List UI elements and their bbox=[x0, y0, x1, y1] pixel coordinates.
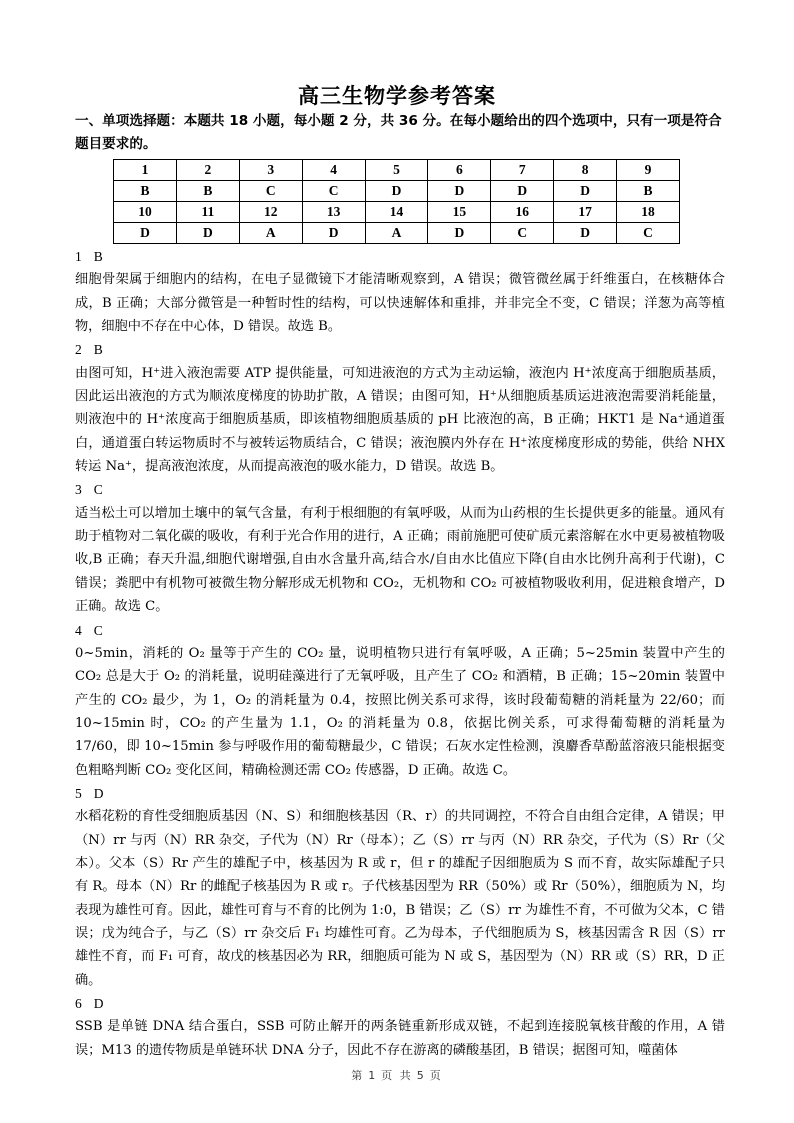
page-number: 1 bbox=[368, 1069, 378, 1082]
answer-cell: A bbox=[365, 223, 428, 244]
question-answer: C bbox=[93, 482, 103, 498]
explanation-text: 水稻花粉的育性受细胞质基因（N、S）和细胞核基因（R、r）的共同调控，不符合自由组合定律，A 错误；甲（N）rr 与丙（N）RR 杂交，子代为（N）Rr（母本）；乙（S）rr 与丙（N）RR 杂交，子代为（S）Rr（父本）。父本（S）Rr 产生的雄配子中，核基因为 R 或 r，但 r 的雄配子因细胞质为 S 而不育，故实际雄配子只有 R。母本（N）Rr 的雌配子核基因为 R 或 r。子代核基因型为 RR（50%）或 Rr（50%），细胞质为 N，均表现为雄性可育。因此，雄性可育与不育的比例为 1:0，B 错误；乙（S）rr 为雄性不育，不可做为父本，C 错误；戊为纯合子，与乙（S）rr 杂交后 F₁ 均雄性可育。乙为母本，子代细胞质为 S，核基因需含 R 因（S）rr 雄性不育，而 F₁ 可育，故戊的核基因必为 RR，细胞质可能为 N 或 S，基因型为（N）RR 或（S）RR，D 正确。 bbox=[75, 809, 725, 988]
question-answer: D bbox=[93, 996, 104, 1011]
question-header bbox=[75, 245, 725, 268]
answer-cell: D bbox=[428, 223, 491, 244]
question-header bbox=[75, 478, 725, 501]
question-number: 6 bbox=[75, 996, 82, 1011]
question-answer: B bbox=[93, 249, 103, 264]
question-number-cell: 18 bbox=[617, 202, 680, 223]
document-title: 高三生物学参考答案 bbox=[298, 84, 496, 108]
question-number-cell: 13 bbox=[302, 202, 365, 223]
explanation-text: SSB 是单链 DNA 结合蛋白，SSB 可防止解开的两条链重新形成双链，不起到连接脱氧核苷酸的作用，A 错误；M13 的遗传物质是单链环状 DNA 分子，因此不存在游离的磷酸基团，B 错误；据图可知，噬菌体 bbox=[75, 1019, 725, 1058]
question-header bbox=[75, 992, 725, 1015]
footer-suffix: 页 bbox=[429, 1069, 443, 1082]
explanation-text: 适当松土可以增加土壤中的氧气含量，有利于根细胞的有氧呼吸，从而为山药根的生长提供更多的能量。通风有助于植物对二氧化碳的吸收，有利于光合作用的进行，A 正确；雨前施肥可使矿质元素溶解在水中更易被植物吸收,B 正确；春天升温,细胞代谢增强,自由水含量升高,结合水/自由水比值应下降(自由水比例升高利于代谢)，C 错误；粪肥中有机物可被微生物分解形成无机物和 CO₂，无机物和 CO₂ 可被植物吸收利用，促进粮食增产，D 正确。故选 C。 bbox=[75, 505, 725, 615]
question-number-cell: 8 bbox=[554, 160, 617, 181]
question-number-row bbox=[114, 160, 680, 181]
question-number: 1 bbox=[75, 249, 82, 264]
question-number: 3 bbox=[75, 482, 82, 498]
answer-cell: D bbox=[554, 181, 617, 202]
question-header bbox=[75, 782, 725, 805]
question-header bbox=[75, 619, 725, 642]
answer-cell: C bbox=[617, 223, 680, 244]
question-number-cell: 3 bbox=[239, 160, 302, 181]
question-number-cell: 16 bbox=[491, 202, 554, 223]
question-number-cell: 17 bbox=[554, 202, 617, 223]
explanation-3 bbox=[75, 478, 725, 618]
footer-mid: 页 共 bbox=[381, 1069, 413, 1082]
footer-prefix: 第 bbox=[351, 1069, 365, 1082]
answer-cell: C bbox=[302, 181, 365, 202]
explanation-4 bbox=[75, 619, 725, 782]
explanation-2 bbox=[75, 338, 725, 478]
answer-row bbox=[114, 181, 680, 202]
question-number-cell: 11 bbox=[176, 202, 239, 223]
question-number-cell: 9 bbox=[617, 160, 680, 181]
question-answer: C bbox=[93, 622, 103, 638]
question-number-row bbox=[114, 202, 680, 223]
explanation-text: 由图可知，H⁺进入液泡需要 ATP 提供能量，可知进液泡的方式为主动运输，液泡内 H⁺浓度高于细胞质基质，因此运出液泡的方式为顺浓度梯度的协助扩散，A 错误；由图可知，H⁺从细胞质基质运进液泡需要消耗能量，则液泡中的 H⁺浓度高于细胞质基质，即该植物细胞质基质的 pH 比液泡的高，B 正确；HKT1 是 Na⁺通道蛋白，通道蛋白转运物质时不与被转运物质结合，C 错误；液泡膜内外存在 H⁺浓度梯度形成的势能，供给 NHX 转运 Na⁺，提高液泡浓度，从而提高液泡的吸水能力，D 错误。故选 B。 bbox=[75, 365, 725, 475]
question-number-cell: 1 bbox=[114, 160, 177, 181]
answer-cell: D bbox=[114, 223, 177, 244]
answer-cell: D bbox=[365, 181, 428, 202]
question-number-cell: 6 bbox=[428, 160, 491, 181]
question-answer: D bbox=[93, 785, 104, 801]
question-number-cell: 15 bbox=[428, 202, 491, 223]
answer-cell: D bbox=[428, 181, 491, 202]
answer-cell: C bbox=[491, 223, 554, 244]
question-number-cell: 12 bbox=[239, 202, 302, 223]
page-total: 5 bbox=[416, 1069, 426, 1082]
question-header bbox=[75, 338, 725, 361]
answer-cell: B bbox=[176, 181, 239, 202]
answer-cell: B bbox=[617, 181, 680, 202]
explanation-1 bbox=[75, 245, 725, 338]
answer-cell: D bbox=[302, 223, 365, 244]
answer-cell: D bbox=[491, 181, 554, 202]
explanation-6 bbox=[75, 992, 725, 1062]
question-number-cell: 14 bbox=[365, 202, 428, 223]
question-number-cell: 2 bbox=[176, 160, 239, 181]
explanation-text: 0~5min，消耗的 O₂ 量等于产生的 CO₂ 量，说明植物只进行有氧呼吸，A 正确；5~25min 装置中产生的 CO₂ 总是大于 O₂ 的消耗量，说明硅藻进行了无氧呼吸，且产生了 CO₂ 和酒精，B 正确；15~20min 装置中产生的 CO₂ 最少，为 1，O₂ 的消耗量为 0.4，按照比例关系可求得，该时段葡萄糖的消耗量为 22/60；而 10~15min 时，CO₂ 的产生量为 1.1，O₂ 的消耗量为 0.8，依据比例关系，可求得葡萄糖的消耗量为 17/60，即 10~15min 参与呼吸作用的葡萄糖最少，C 错误；石灰水定性检测，溴麝香草酚蓝溶液只能根据变色粗略判断 CO₂ 变化区间，精确检测还需 CO₂ 传感器，D 正确。故选 C。 bbox=[75, 645, 725, 778]
explanations bbox=[75, 245, 725, 1062]
answer-row bbox=[114, 223, 680, 244]
section-heading: 一、单项选择题：本题共 18 小题，每小题 2 分，共 36 分。在每小题给出的四个选项中，只有一项是符合题目要求的。 bbox=[75, 113, 722, 152]
question-number: 4 bbox=[75, 622, 82, 638]
answer-cell: D bbox=[554, 223, 617, 244]
question-answer: B bbox=[93, 342, 103, 358]
answer-cell: D bbox=[176, 223, 239, 244]
question-number-cell: 7 bbox=[491, 160, 554, 181]
answer-cell: B bbox=[114, 181, 177, 202]
question-number: 2 bbox=[75, 342, 82, 358]
answer-table bbox=[113, 159, 680, 244]
explanation-5 bbox=[75, 782, 725, 992]
answer-cell: A bbox=[239, 223, 302, 244]
question-number: 5 bbox=[75, 785, 82, 801]
answer-cell: C bbox=[239, 181, 302, 202]
question-number-cell: 10 bbox=[114, 202, 177, 223]
explanation-text: 细胞骨架属于细胞内的结构，在电子显微镜下才能清晰观察到，A 错误；微管微丝属于纤维蛋白，在核糖体合成，B 正确；大部分微管是一种暂时性的结构，可以快速解体和重排，并非完全不变，C 错误；洋葱为高等植物，细胞中不存在中心体，D 错误。故选 B。 bbox=[75, 272, 725, 335]
question-number-cell: 4 bbox=[302, 160, 365, 181]
page-footer bbox=[0, 1067, 794, 1083]
question-number-cell: 5 bbox=[365, 160, 428, 181]
